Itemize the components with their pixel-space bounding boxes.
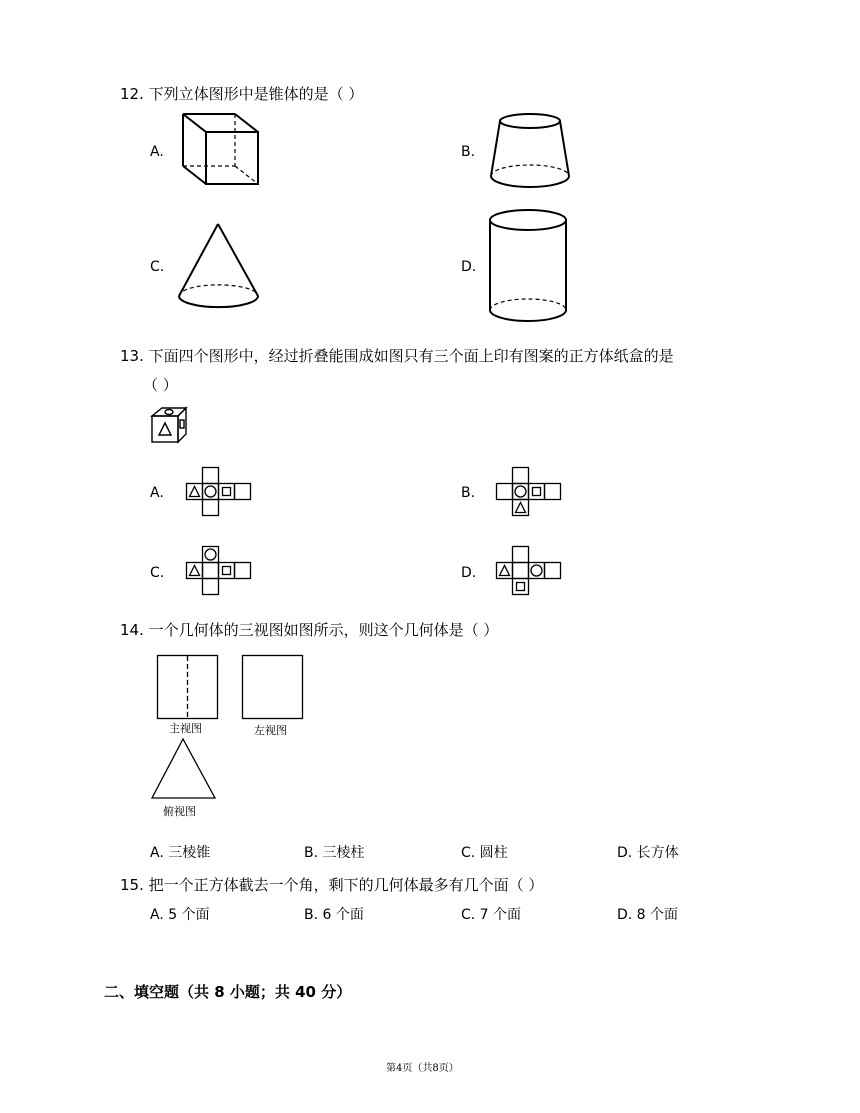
q13-stem: 13. 下面四个图形中，经过折叠能围成如图只有三个面上印有图案的正方体纸盒的是 [120,347,674,365]
frustum-icon [488,110,573,192]
net-c-icon [186,546,252,596]
q14-option-d: D. 长方体 [617,845,679,861]
top-view-icon [151,738,217,800]
side-view-icon [242,655,304,720]
q12-stem: 12. 下列立体图形中是锥体的是（ ） [120,85,364,103]
q14-option-c: C. 圆柱 [461,845,508,861]
q12-option-d-label: D. [461,259,477,275]
net-b-icon [496,467,562,517]
q12-option-c-label: C. [150,259,165,275]
q12-option-b-label: B. [461,144,476,160]
section-2-title: 二、填空题（共 8 小题；共 40 分） [104,983,352,1001]
side-view-label: 左视图 [254,724,287,737]
q13-option-b-label: B. [461,485,476,501]
q13-option-c-label: C. [150,565,165,581]
front-view-label: 主视图 [169,722,202,735]
front-view-icon [157,655,219,720]
q15-option-d: D. 8 个面 [617,907,679,923]
net-a-icon [186,467,252,517]
top-view-label: 俯视图 [163,805,196,818]
q14-option-b: B. 三棱柱 [304,845,365,861]
q14-option-a: A. 三棱锥 [150,845,211,861]
cube-pattern-icon [150,406,192,442]
cylinder-icon [486,207,572,329]
q14-stem: 14. 一个几何体的三视图如图所示，则这个几何体是（ ） [120,621,499,639]
page-number: 第4页（共8页） [386,1063,459,1074]
cube-icon [178,112,268,192]
cone-icon [176,222,264,312]
q13-option-d-label: D. [461,565,477,581]
q15-option-a: A. 5 个面 [150,907,210,923]
q12-option-a-label: A. [150,144,164,160]
net-d-icon [496,546,562,596]
q15-stem: 15. 把一个正方体截去一个角，剩下的几何体最多有几个面（ ） [120,876,544,894]
q13-option-a-label: A. [150,485,164,501]
q15-option-b: B. 6 个面 [304,907,364,923]
q15-option-c: C. 7 个面 [461,907,522,923]
q13-answer-paren: （ ） [143,376,178,394]
